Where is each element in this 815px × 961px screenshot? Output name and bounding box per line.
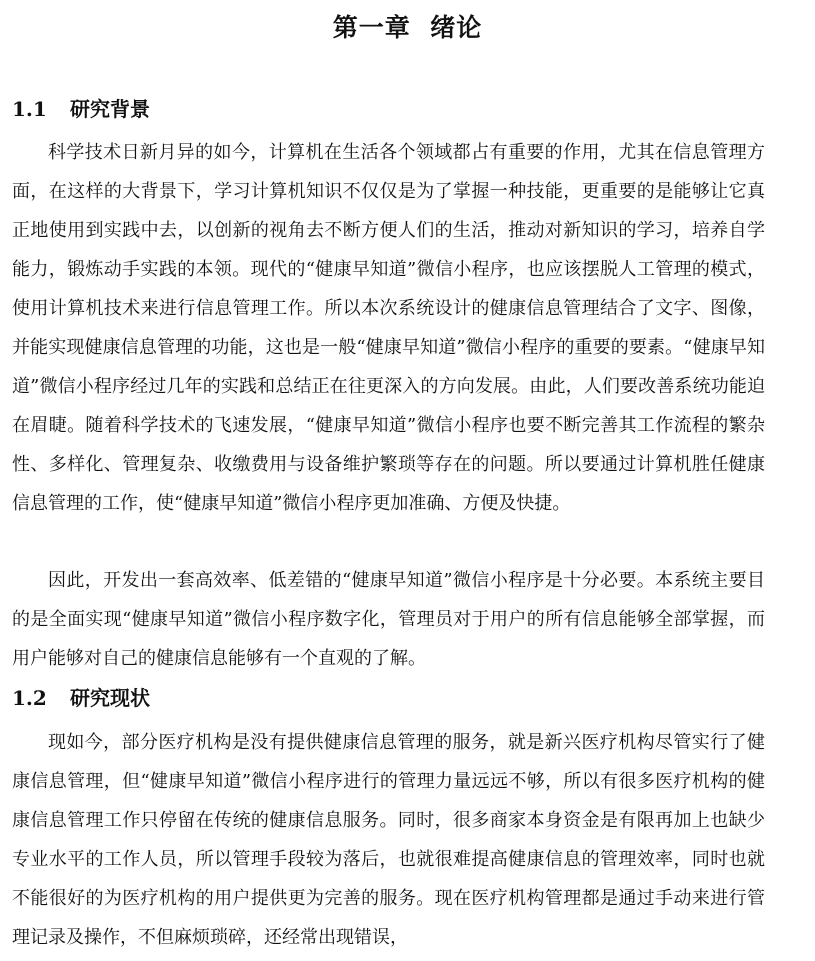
paragraph-status-1: 现如今，部分医疗机构是没有提供健康信息管理的服务，就是新兴医疗机构尽管实行了健康信息管理，但“健康早知道”微信小程序进行的管理力量远远不够，所以有很多医疗机构的健康信息管理工作只停留在传统的健康信息服务。同时，很多商家本身资金是有限再加上也缺少专业水平的工作人员，所以管理手段较为落后，也就很难提高健康信息的管理效率，同时也就不能很好的为医疗机构的用户提供更为完善的服务。现在医疗机构管理都是通过手动来进行管理记录及操作，不但麻烦琐碎，还经常出现错误， — [12, 732, 765, 948]
section-heading-1-2 — [12, 684, 150, 712]
paragraph-background-2: 因此，开发出一套高效率、低差错的“健康早知道”微信小程序是十分必要。本系统主要目的是全面实现“健康早知道”微信小程序数字化，管理员对于用户的所有信息能够全部掌握，而用户能够对自己的健康信息能够有一个直观的了解。 — [12, 570, 765, 669]
section-title: 研究背景 — [70, 97, 150, 121]
section-heading-1-1 — [12, 95, 150, 123]
section-number: 1.2 — [12, 686, 47, 710]
section-number: 1.1 — [12, 97, 47, 121]
paragraph-background-1: 科学技术日新月异的如今，计算机在生活各个领域都占有重要的作用，尤其在信息管理方面，在这样的大背景下，学习计算机知识不仅仅是为了掌握一种技能，更重要的是能够让它真正地使用到实践中去，以创新的视角去不断方便人们的生活，推动对新知识的学习，培养自学能力，锻炼动手实践的本领。现代的“健康早知道”微信小程序，也应该摆脱人工管理的模式，使用计算机技术来进行信息管理工作。所以本次系统设计的健康信息管理结合了文字、图像，并能实现健康信息管理的功能，这也是一般“健康早知道”微信小程序的重要的要素。“健康早知道”微信小程序经过几年的实践和总结正在往更深入的方向发展。由此，人们要改善系统功能迫在眉睫。随着科学技术的飞速发展，“健康早知道”微信小程序也要不断完善其工作流程的繁杂性、多样化、管理复杂、收缴费用与设备维护繁琐等存在的问题。所以要通过计算机胜任健康信息管理的工作，使“健康早知道”微信小程序更加准确、方便及快捷。 — [12, 142, 765, 514]
chapter-title: 第一章 绪论 — [332, 13, 483, 42]
section-title: 研究现状 — [70, 686, 150, 710]
